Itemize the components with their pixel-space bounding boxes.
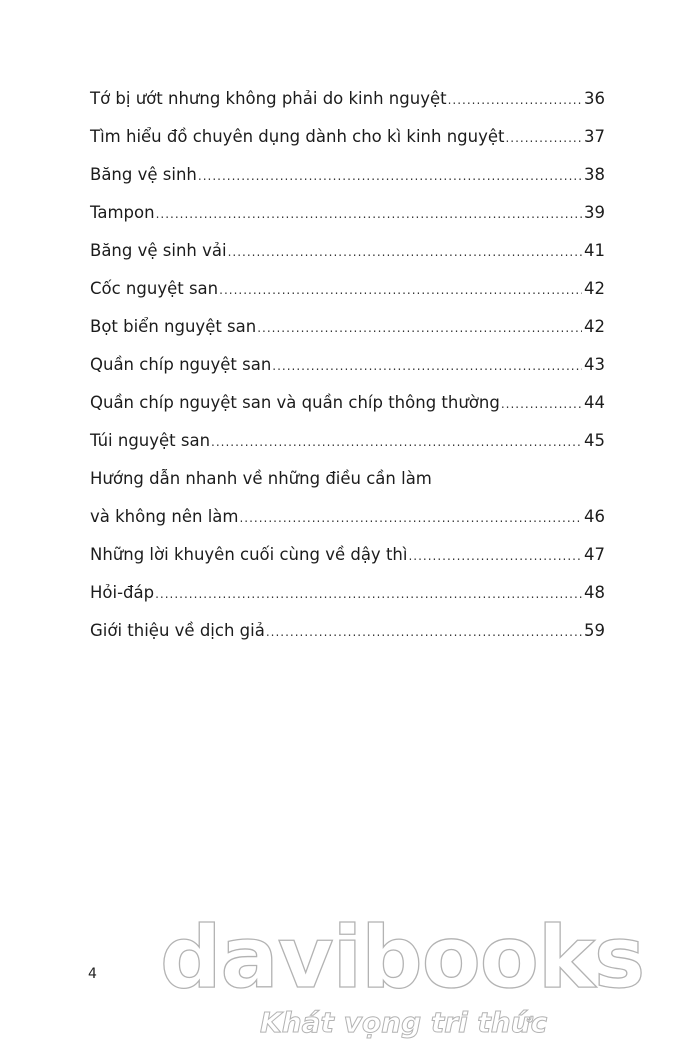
toc-entry-page: 45 <box>584 431 605 450</box>
toc-entry-title: Tìm hiểu đồ chuyên dụng dành cho kì kinh nguyệt <box>90 127 505 146</box>
toc-entry-page: 36 <box>584 89 605 108</box>
toc-entry-title: và không nên làm <box>90 507 239 526</box>
toc-entry <box>90 232 605 270</box>
toc-leader-dots <box>272 347 582 385</box>
toc-leader-dots <box>448 81 582 119</box>
toc-leader-dots <box>239 499 582 537</box>
toc-entry <box>90 270 605 308</box>
toc-entry-page: 48 <box>584 583 605 602</box>
toc-entry <box>90 384 605 422</box>
toc-entry-title: Tampon <box>90 203 155 222</box>
toc-entry <box>90 536 605 574</box>
toc-entry-title: Quần chíp nguyệt san <box>90 355 272 374</box>
toc-entry <box>90 118 605 156</box>
toc-entry-title: Túi nguyệt san <box>90 431 211 450</box>
toc-entry <box>90 156 605 194</box>
toc-entry-title: Hướng dẫn nhanh về những điều cần làm <box>90 469 432 488</box>
toc-entry-page: 47 <box>584 545 605 564</box>
toc-leader-dots <box>266 613 582 651</box>
toc-leader-dots <box>156 195 582 233</box>
toc-leader-dots <box>408 537 582 575</box>
toc-entry <box>90 194 605 232</box>
toc-entry-page: 44 <box>584 393 605 412</box>
toc-leader-dots <box>155 575 582 613</box>
page-number: 4 <box>88 966 97 982</box>
toc-entry-title: Hỏi-đáp <box>90 583 155 602</box>
toc-entry-title: Băng vệ sinh <box>90 165 197 184</box>
toc-entry-page: 41 <box>584 241 605 260</box>
toc-entry-title: Quần chíp nguyệt san và quần chíp thông thường <box>90 393 500 412</box>
toc-entry-page: 42 <box>584 317 605 336</box>
toc-entry <box>90 308 605 346</box>
toc-entry <box>90 422 605 460</box>
toc-entry-page: 37 <box>584 127 605 146</box>
toc-entry <box>90 80 605 118</box>
toc-entry <box>90 574 605 612</box>
toc-entry-title: Giới thiệu về dịch giả <box>90 621 265 640</box>
watermark-slogan: Khát vọng tri thức <box>260 1006 548 1039</box>
toc-entry <box>90 612 605 650</box>
toc-leader-dots <box>501 385 582 423</box>
watermark-brand: davibooks <box>160 908 645 1008</box>
watermark-logo <box>160 908 645 1039</box>
toc-entry-page: 42 <box>584 279 605 298</box>
toc-entry-title: Cốc nguyệt san <box>90 279 219 298</box>
toc-entry <box>90 498 605 536</box>
toc-entry <box>90 460 605 498</box>
toc-entry-page: 39 <box>584 203 605 222</box>
toc-leader-dots <box>198 157 582 195</box>
toc-entry-page: 38 <box>584 165 605 184</box>
toc-entry-page: 46 <box>584 507 605 526</box>
toc-leader-dots <box>228 233 582 271</box>
toc-leader-dots <box>219 271 582 309</box>
toc-entry-page: 43 <box>584 355 605 374</box>
toc-entry-title: Những lời khuyên cuối cùng về dậy thì <box>90 545 408 564</box>
toc-entry-title: Tớ bị ướt nhưng không phải do kinh nguyệt <box>90 89 447 108</box>
toc-leader-dots <box>505 119 582 157</box>
toc-entry <box>90 346 605 384</box>
toc-leader-dots <box>211 423 582 461</box>
toc-leader-dots <box>257 309 582 347</box>
toc-entry-title: Băng vệ sinh vải <box>90 241 227 260</box>
table-of-contents <box>90 80 605 650</box>
toc-entry-title: Bọt biển nguyệt san <box>90 317 257 336</box>
toc-entry-page: 59 <box>584 621 605 640</box>
